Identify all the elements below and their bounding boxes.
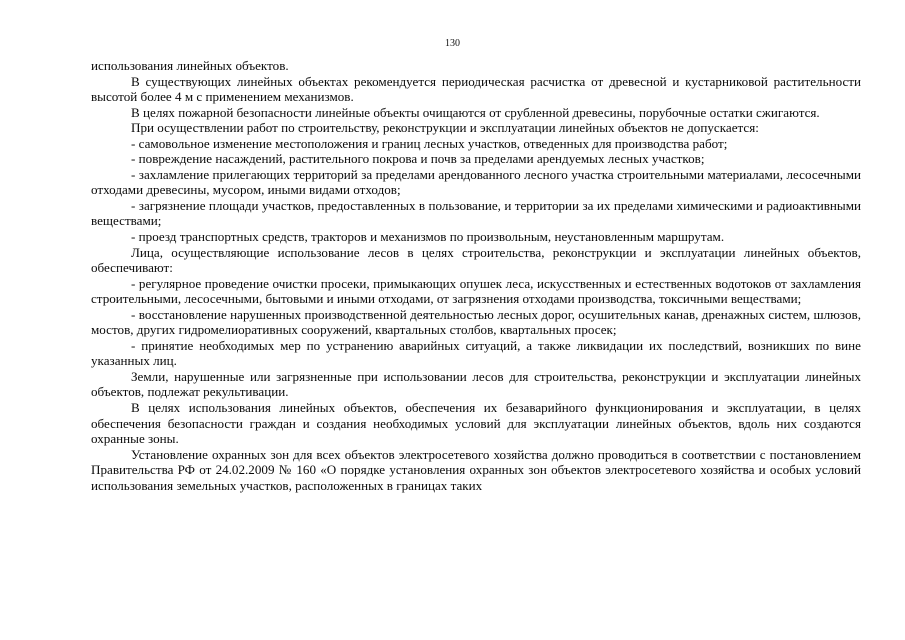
paragraph: Установление охранных зон для всех объектов электросетевого хозяйства должно проводиться в соответствии с постановлением Правительства РФ от 24.02.2009 № 160 «О порядке установления охранных зон объектов электросетевого хозяйства и особых условий использования земельных участков, расположенных в границах таких xyxy=(91,446,861,493)
page-number: 130 xyxy=(445,38,460,49)
list-item: - принятие необходимых мер по устранению аварийных ситуаций, а также ликвидации их последствий, возникших по вине указанных лиц. xyxy=(91,337,861,369)
paragraph: Земли, нарушенные или загрязненные при использовании лесов для строительства, реконструкции и эксплуатации линейных объектов, подлежат рекультивации. xyxy=(91,368,861,400)
list-item: - самовольное изменение местоположения и границ лесных участков, отведенных для производства работ; xyxy=(131,135,728,151)
list-item: - захламление прилегающих территорий за пределами арендованного лесного участка строительными материалами, лесосечными отходами древесины, мусором, иными видами отходов; xyxy=(91,166,861,198)
list-item: - проезд транспортных средств, тракторов и механизмов по произвольным, неустановленным маршрутам. xyxy=(131,229,725,245)
paragraph: При осуществлении работ по строительству, реконструкции и эксплуатации линейных объектов не допускается: xyxy=(131,120,759,136)
paragraph: В целях пожарной безопасности линейные объекты очищаются от срубленной древесины, порубочные остатки сжигаются. xyxy=(131,104,820,120)
paragraph: В целях использования линейных объектов, обеспечения их безаварийного функционирования и эксплуатации, в целях обеспечения безопасности граждан и создания необходимых условий для эксплуатации линейных объектов, вдоль них создаются охранные зоны. xyxy=(91,400,861,447)
list-item: - регулярное проведение очистки просеки, примыкающих опушек леса, искусственных и естественных водотоков от захламления строительными, лесосечными, бытовыми и иными отходами, от загрязнения отходами производства, токсичными веществами; xyxy=(91,275,861,307)
paragraph: В существующих линейных объектах рекомендуется периодическая расчистка от древесной и кустарниковой растительности высотой более 4 м с применением механизмов. xyxy=(91,73,861,105)
list-item: - повреждение насаждений, растительного покрова и почв за пределами арендуемых лесных участков; xyxy=(131,151,705,167)
document-body xyxy=(91,58,861,493)
list-item: - восстановление нарушенных производственной деятельностью лесных дорог, осушительных канав, дренажных систем, шлюзов, мостов, других гидромелиоративных сооружений, квартальных столбов, квартальных просек; xyxy=(91,306,861,338)
paragraph: Лица, осуществляющие использование лесов в целях строительства, реконструкции и эксплуатации линейных объектов, обеспечивают: xyxy=(91,244,861,276)
list-item: - загрязнение площади участков, предоставленных в пользование, и территории за их пределами химическими и радиоактивными веществами; xyxy=(91,197,861,229)
paragraph: использования линейных объектов. xyxy=(91,58,289,73)
